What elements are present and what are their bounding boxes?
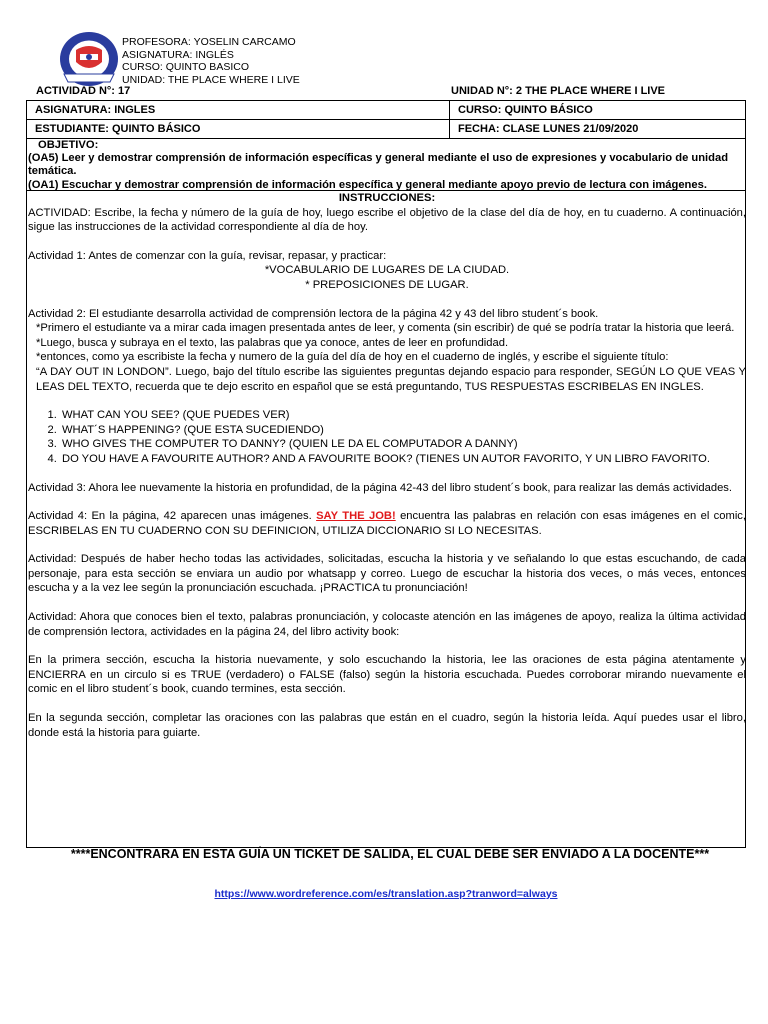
objective-oa1: (OA1) Escuchar y demostrar comprensión de información específica y general mediante apoyo previo de lectura con imágenes.	[28, 178, 707, 191]
instructions-title: INSTRUCCIONES:	[338, 192, 436, 204]
activity-2-step-1: *Primero el estudiante va a mirar cada imagen presentada antes de leer, y comenta (sin escribir) de qué se podría tratar la historia que leerá.	[36, 322, 735, 335]
say-the-job-highlight: SAY THE JOB!	[316, 510, 396, 523]
unit-number: UNIDAD N°: 2 THE PLACE WHERE I LIVE	[451, 85, 666, 97]
list-item: 4. DO YOU HAVE A FAVOURITE AUTHOR? AND A FAVOURITE BOOK? (TIENES UN AUTOR FAVORITO, Y UN LIBRO FAVORITO.	[60, 452, 746, 467]
instructions-intro: ACTIVIDAD: Escribe, la fecha y número de la guía de hoy, luego escribe el objetivo de la clase del día de hoy, en tu cuaderno. A continuación, sigue las instrucciones de la actividad correspondiente al día de hoy.	[28, 206, 746, 234]
teacher-name: PROFESORA: YOSELIN CARCAMO	[122, 36, 296, 48]
activity-1-prepositions: * PREPOSICIONES DE LUGAR.	[305, 278, 469, 291]
objective-oa5: (OA5) Leer y demostrar comprensión de información específicas y general mediante el uso de expresiones y vocabulario de unidad temática.	[28, 152, 729, 178]
question-list	[28, 408, 746, 466]
table-cell-subject: ASIGNATURA: INGLES	[27, 101, 450, 120]
section-1-instructions: En la primera sección, escucha la historia nuevamente, y solo escuchando la historia, lee las oraciones de esta página atentamente y ENCIERRA en un circulo si es TRUE (verdadero) o FALSE (falso) según la historia escuchada. Puedes corroborar mirando nuevamente el comic en el libro student´s book, cuando termines, esta sección.	[28, 654, 746, 696]
dictionary-link[interactable]: https://www.wordreference.com/es/translation.asp?tranword=always	[214, 888, 558, 900]
activity-listening: Actividad: Después de haber hecho todas las actividades, solicitadas, escucha la historia y ve señalando lo que estas escuchando, de cada personaje, para esta sección se enviara un audio por whatsapp y correo. Luego de escuchar la historia dos veces, o más veces, entonces escucha y a la vez lee según la pronunciación escuchada. ¡PRACTICA tu pronunciación!	[28, 553, 746, 595]
list-item: 3. WHO GIVES THE COMPUTER TO DANNY? (QUIEN LE DA EL COMPUTADOR A DANNY)	[60, 437, 746, 452]
table-row	[27, 101, 746, 120]
list-item: 1. WHAT CAN YOU SEE? (QUE PUEDES VER)	[60, 408, 746, 423]
exit-ticket-notice: ****ENCONTRARA EN ESTA GUÍA UN TICKET DE SALIDA, EL CUAL DEBE SER ENVIADO A LA DOCENTE***	[70, 847, 710, 861]
activity-3: Actividad 3: Ahora lee nuevamente la historia en profundidad, de la página 42-43 del libro student´s book, para realizar las demás actividades.	[28, 481, 733, 494]
subject-label: ASIGNATURA: INGLÉS	[122, 48, 234, 61]
table-cell-course: CURSO: QUINTO BÁSICO	[450, 101, 746, 120]
activity-comprehension: Actividad: Ahora que conoces bien el texto, palabras pronunciación, y colocaste atención en las imágenes de apoyo, realiza la última actividad de comprensión lectora, actividades en la página 24, del libro activity book:	[28, 611, 746, 638]
activity-2-step-4: “A DAY OUT IN LONDON”. Luego, bajo del título escribe las siguientes preguntas dejando espacio para responder, SEGÚN LO QUE VEAS Y LEAS DEL TEXTO, recuerda que te dejo escrito en español que se está preguntando, TUS RESPUESTAS ESCRIBELAS EN INGLES.	[36, 365, 746, 393]
activity-number: ACTIVIDAD N°: 17	[36, 85, 131, 97]
activity-2: Actividad 2: El estudiante desarrolla actividad de comprensión lectora de la página 42 y 43 del libro student´s book.	[28, 307, 599, 320]
instructions-section	[28, 191, 746, 740]
info-table	[26, 100, 746, 139]
activity-1-vocab: *VOCABULARIO DE LUGARES DE LA CIUDAD.	[264, 264, 510, 277]
school-crest-icon	[58, 30, 120, 88]
section-2-instructions: En la segunda sección, completar las oraciones con las palabras que están en el cuadro, según la historia leída. Aquí puedes usar el libro, donde está la historia para guiarte.	[28, 712, 746, 739]
course-label: CURSO: QUINTO BASICO	[122, 61, 249, 73]
objective-title: OBJETIVO:	[38, 139, 99, 151]
activity-4	[28, 509, 746, 538]
activity-2-step-2: *Luego, busca y subraya en el texto, las palabras que ya conoce, antes de leer en profundidad.	[36, 336, 509, 349]
objective-section	[28, 139, 744, 192]
activity-4-text: Actividad 4: En la página, 42 aparecen unas imágenes.	[28, 510, 317, 523]
activity-2-step-3: *entonces, como ya escribiste la fecha y numero de la guía del día de hoy en el cuaderno de inglés, y escribe el siguiente título:	[36, 351, 669, 364]
table-cell-date: FECHA: CLASE LUNES 21/09/2020	[450, 120, 746, 139]
unit-label: UNIDAD: THE PLACE WHERE I LIVE	[122, 73, 300, 86]
list-item: 2. WHAT´S HAPPENING? (QUE ESTA SUCEDIENDO)	[60, 423, 746, 438]
table-cell-student: ESTUDIANTE: QUINTO BÁSICO	[27, 120, 450, 139]
activity-1: Actividad 1: Antes de comenzar con la guía, revisar, repasar, y practicar:	[28, 249, 387, 262]
header-info	[122, 36, 300, 86]
table-row	[27, 120, 746, 139]
activity-4-text-2: encuentra las palabras en relación con esas imágenes en el comic, ESCRIBELAS EN TU CUADERNO CON SU DEFINICION, UTILIZA DICCIONARIO SI LO NECESITAS.	[28, 510, 747, 537]
